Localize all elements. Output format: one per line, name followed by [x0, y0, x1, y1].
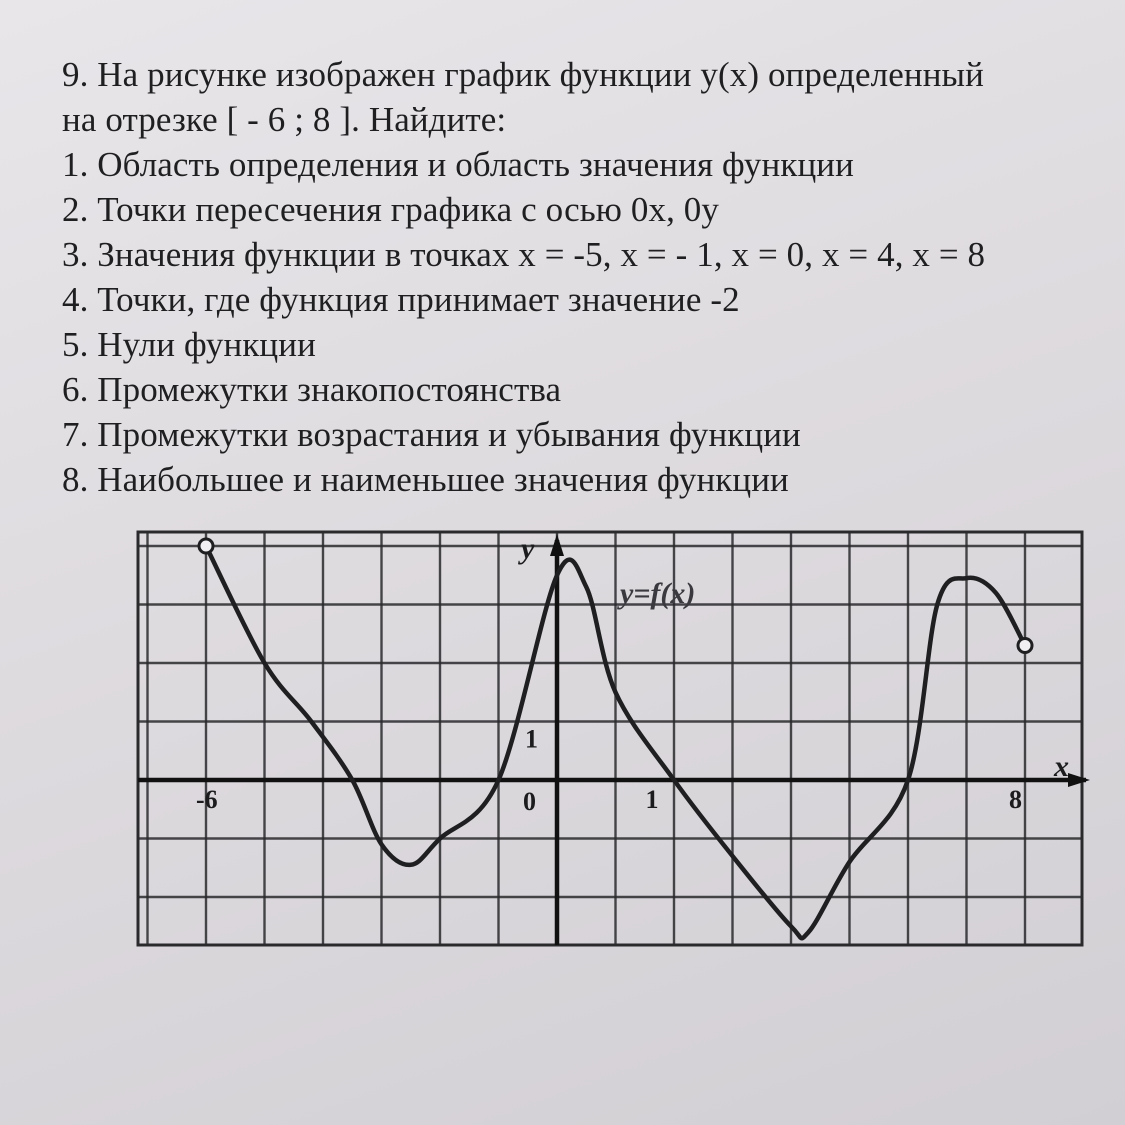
origin-label: 0 [523, 787, 536, 816]
x-tick-label: 1 [645, 785, 659, 814]
x-tick-label: 8 [1009, 785, 1022, 814]
task-item-1: 1. Область определения и область значения функции [62, 145, 854, 184]
open-endpoint [1018, 638, 1032, 652]
function-label: y=f(x) [620, 577, 696, 610]
task-item-4: 4. Точки, где функция принимает значение -2 [62, 280, 740, 319]
axes [138, 534, 1090, 945]
task-title-line-2: на отрезке [ - 6 ; 8 ]. Найдите: [62, 100, 507, 139]
open-endpoint [199, 539, 213, 553]
axis-labels [196, 532, 1069, 816]
y-axis-label: y [521, 532, 535, 565]
task-item-2: 2. Точки пересечения графика с осью 0x, 0y [62, 190, 719, 229]
x-axis-label: x [1054, 750, 1069, 783]
task-item-8: 8. Наибольшее и наименьшее значения функции [62, 460, 789, 499]
y-tick-label: 1 [525, 724, 538, 754]
task-item-7: 7. Промежутки возрастания и убывания функции [62, 415, 801, 454]
task-title-line-1: 9. На рисунке изображен график функции y(x) определенный [62, 55, 984, 94]
x-tick-label: -6 [196, 785, 218, 814]
x-axis-arrow [1068, 773, 1090, 787]
task-item-3: 3. Значения функции в точках x = -5, x = - 1, x = 0, x = 4, x = 8 [62, 235, 986, 274]
task-item-6: 6. Промежутки знакопостоянства [62, 370, 562, 409]
task-item-5: 5. Нули функции [62, 325, 316, 364]
